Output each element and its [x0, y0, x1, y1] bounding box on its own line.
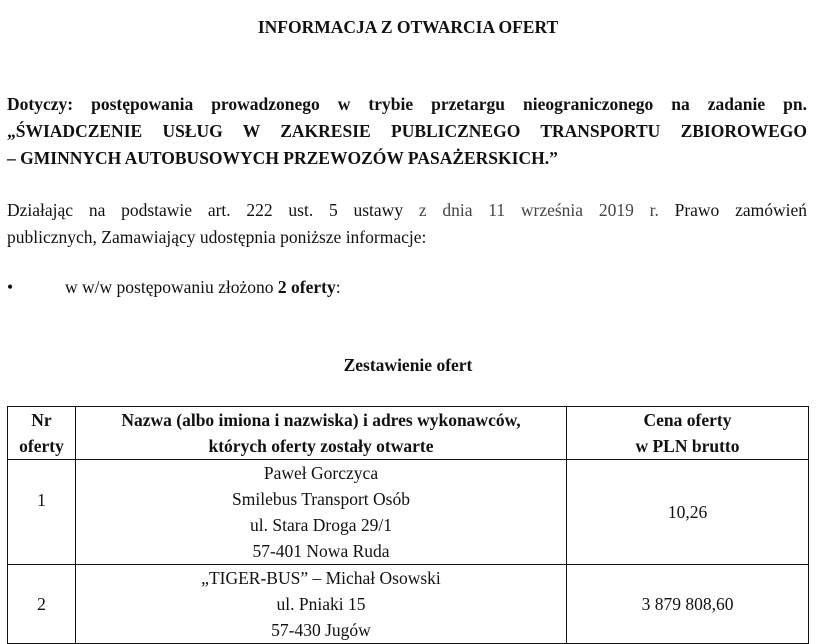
offers-count-value: 2 oferty [277, 277, 336, 297]
offers-count-suffix: : [335, 277, 341, 297]
contractor-line: 57-430 Jugów [271, 620, 371, 640]
subject-line: – GMINNYCH AUTOBUSOWYCH PRZEWOZÓW PASAŻERSKICH.” [7, 148, 558, 168]
header-nr [8, 407, 76, 460]
header-name [76, 407, 567, 460]
legal-basis-text: Prawo zamówień [658, 200, 807, 220]
legal-basis-paragraph [7, 197, 807, 251]
offer-price: 10,26 [567, 460, 809, 565]
offers-table [7, 406, 809, 644]
header-text: oferty [19, 436, 64, 456]
subject-line: „ŚWIADCZENIE USŁUG W ZAKRESIE PUBLICZNEGO TRANSPORTU ZBIOROWEGO [7, 121, 807, 141]
bullet-icon: • [7, 277, 14, 297]
contractor-cell [76, 460, 567, 565]
offer-number: 2 [8, 565, 76, 644]
contractor-cell [76, 565, 567, 644]
header-text: Nr [31, 410, 52, 430]
legal-basis-text: Działając na podstawie art. 222 ust. 5 ustawy [7, 200, 419, 220]
header-price [567, 407, 809, 460]
header-text: których oferty zostały otwarte [208, 436, 434, 456]
contractor-line: ul. Pniaki 15 [276, 594, 366, 614]
contractor-line: Paweł Gorczyca [263, 463, 379, 483]
offers-count-text [65, 277, 341, 298]
subject-line: Dotyczy: postępowania prowadzonego w trybie przetargu nieograniczonego na zadanie pn. [7, 94, 807, 114]
document-title: INFORMACJA Z OTWARCIA OFERT [257, 17, 559, 37]
legal-basis-line [7, 197, 807, 224]
table-row [8, 460, 809, 565]
offer-price: 3 879 808,60 [567, 565, 809, 644]
contractor-line: 57-401 Nowa Ruda [252, 541, 390, 561]
table-title: Zestawienie ofert [343, 355, 473, 375]
legal-basis-line: publicznych, Zamawiający udostępnia poniższe informacje: [7, 227, 427, 247]
subject-paragraph [7, 91, 807, 172]
header-text: Nazwa (albo imiona i nazwiska) i adres wykonawców, [121, 410, 521, 430]
table-header-row [8, 407, 809, 460]
offer-number: 1 [8, 460, 76, 565]
table-row [8, 565, 809, 644]
contractor-line: ul. Stara Droga 29/1 [250, 515, 392, 535]
offers-count-prefix: w w/w postępowaniu złożono [65, 277, 278, 297]
header-text: Cena oferty [643, 410, 732, 430]
header-text: w PLN brutto [635, 436, 740, 456]
contractor-line: „TIGER-BUS” – Michał Osowski [201, 568, 441, 588]
act-date: z dnia 11 września 2019 r. [418, 200, 659, 220]
contractor-line: Smilebus Transport Osób [232, 489, 410, 509]
